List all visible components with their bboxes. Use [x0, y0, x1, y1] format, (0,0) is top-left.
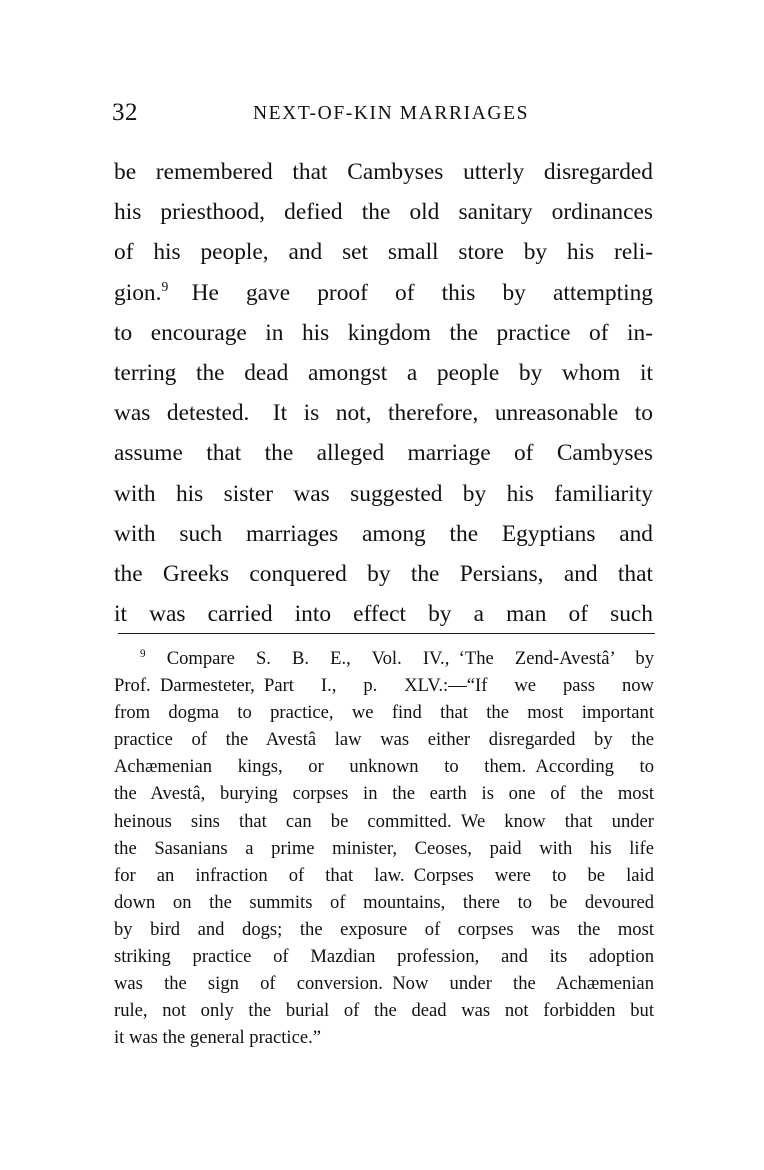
body-line-with-footnote-marker: [114, 273, 653, 313]
page-number: 32: [112, 99, 138, 126]
footnote-separator-rule: [118, 633, 655, 634]
footnote-line: by bird and dogs; the exposure of corpses was the most: [114, 918, 654, 940]
footnote-reference-marker[interactable]: 9: [161, 278, 169, 294]
footnote-first-line: [114, 645, 654, 672]
footnote-line: Achæmenian kings, or unknown to them. According to: [114, 756, 654, 778]
body-line: of his people, and set small store by his reli-: [114, 239, 653, 266]
footnote-line: striking practice of Mazdian profession, and its adoption: [114, 946, 654, 968]
footnote-line-text: Compare S. B. E., Vol. IV., ‘The Zend-Avestâ’ by: [166, 648, 654, 669]
footnote-line: heinous sins that can be committed. We know that under: [114, 810, 654, 832]
running-head: [112, 98, 654, 128]
body-line: his priesthood, defied the old sanitary ordinances: [114, 199, 653, 226]
body-paragraph: [114, 152, 653, 634]
body-line-text: gion.: [114, 279, 162, 306]
footnote-line: was the sign of conversion. Now under the Achæmenian: [114, 973, 654, 995]
running-title: NEXT-OF-KIN MARRIAGES: [252, 103, 530, 124]
footnote-line: Prof. Darmesteter, Part I., p. XLV.:—“If we pass now: [114, 675, 654, 697]
footnote-line: the Avestâ, burying corpses in the earth is one of the most: [114, 783, 654, 805]
footnote-block: [114, 645, 654, 1051]
body-line: with such marriages among the Egyptians and: [114, 520, 653, 547]
body-line: was detested. It is not, therefore, unreasonable to: [114, 400, 653, 427]
body-line: the Greeks conquered by the Persians, and that: [114, 560, 653, 587]
body-line-text-cont: He gave proof of this by attempting: [191, 279, 653, 306]
body-line: with his sister was suggested by his familiarity: [114, 480, 653, 507]
body-line: be remembered that Cambyses utterly disregarded: [114, 159, 653, 185]
footnote-line: it was the general practice.”: [114, 1027, 322, 1049]
footnote-line: the Sasanians a prime minister, Ceoses, paid with his life: [114, 837, 654, 859]
footnote-line: from dogma to practice, we find that the most important: [114, 702, 654, 724]
footnote-line: practice of the Avestâ law was either disregarded by the: [114, 729, 654, 751]
body-line: assume that the alleged marriage of Cambyses: [114, 440, 653, 467]
body-line: to encourage in his kingdom the practice of in-: [114, 319, 653, 346]
body-line: terring the dead amongst a people by whom it: [114, 359, 653, 386]
footnote-line: rule, not only the burial of the dead was not forbidden but: [114, 1000, 654, 1022]
footnote-line: down on the summits of mountains, there to be devoured: [114, 891, 654, 913]
footnote-marker: 9: [140, 647, 146, 660]
footnote-line: for an infraction of that law. Corpses were to be laid: [114, 864, 654, 886]
body-line: it was carried into effect by a man of such: [114, 601, 653, 628]
